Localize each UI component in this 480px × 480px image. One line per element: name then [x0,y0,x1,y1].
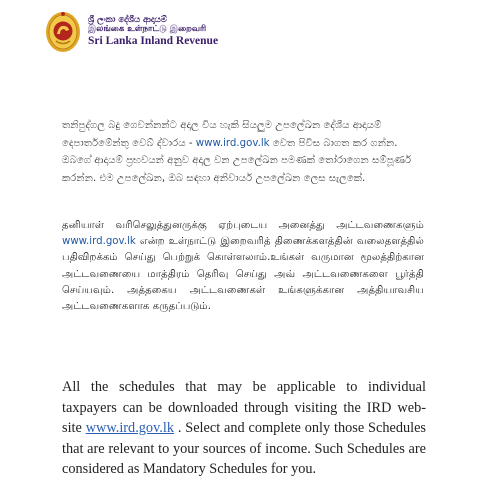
org-name-english: Sri Lanka Inland Revenue [88,35,219,48]
paragraph-sinhala-text-before: තනිපුද්ගල බදු ගෙවන්නන්ට අදාල විය හැකි සියලුම උපලේඛන දේශීය ආදායම් දෙපාර්තමේන්තු වෙබ් ද්වාරය - [62,120,382,149]
org-name-tamil: இலங்கை உள்நாட்டு இறைவரி [88,24,207,35]
ird-website-link-tamil[interactable]: www.ird.gov.lk [62,236,136,248]
paragraph-english-text-after: . Select and complete only those Schedules that are relevant to your sources of income. Such Schedules are considered as Mandatory Schedules for you. [62,420,426,477]
paragraph-tamil-text-before: தனியாள் வரிசெலுத்துனருக்கு ஏற்புடைய அனைத்து அட்டவணைகளும் [62,220,424,231]
paragraph-tamil [62,218,424,315]
ird-website-link-sinhala[interactable]: www.ird.gov.lk [195,137,270,149]
ird-website-link-english[interactable]: www.ird.gov.lk [85,420,174,436]
paragraph-english-text-before: All the schedules that may be applicable to individual taxpayers can be downloaded through visiting the IRD web-site [62,379,426,436]
org-name-sinhala: ශ්‍රී ලංකා දේශීය ආදායම් [88,14,167,25]
paragraph-sinhala [62,117,424,187]
page-header [44,10,218,54]
org-name-block [88,16,218,49]
paragraph-english [62,377,426,480]
sri-lanka-emblem-icon [44,10,82,54]
paragraph-tamil-text-after: என்ற உள்நாட்டு இறைவரித் திணைக்களத்தின் வலைதளத்தில் பதிவிறக்கம் செய்து பெற்றுக் கொள்ளலாம்.உங்கள் வருமான மூலத்திற்கான அட்டவணையை மாத்திரம் தெரிவு செய்து அவ் அட்டவணைகளை பூர்த்தி செய்யவும். அத்தகைய அட்டவணைகள் உங்களுக்கான அத்தியாவசிய அட்டவணைகளாக கருதப்படும். [62,236,424,313]
paragraph-sinhala-text-after: වෙත පිවිස බාගත කර ගන්න. ඔබගේ ආදායම් ප්‍රභවයන් අනුව අදාල වන උපලේඛන පමණක් තෝරාගෙන සම්පූර්ණ කරන්න. එම උපලේඛන, ඔබ සඳහා අනිවාර්ය උපලේඛන ලෙස සැලකේ. [62,137,412,184]
